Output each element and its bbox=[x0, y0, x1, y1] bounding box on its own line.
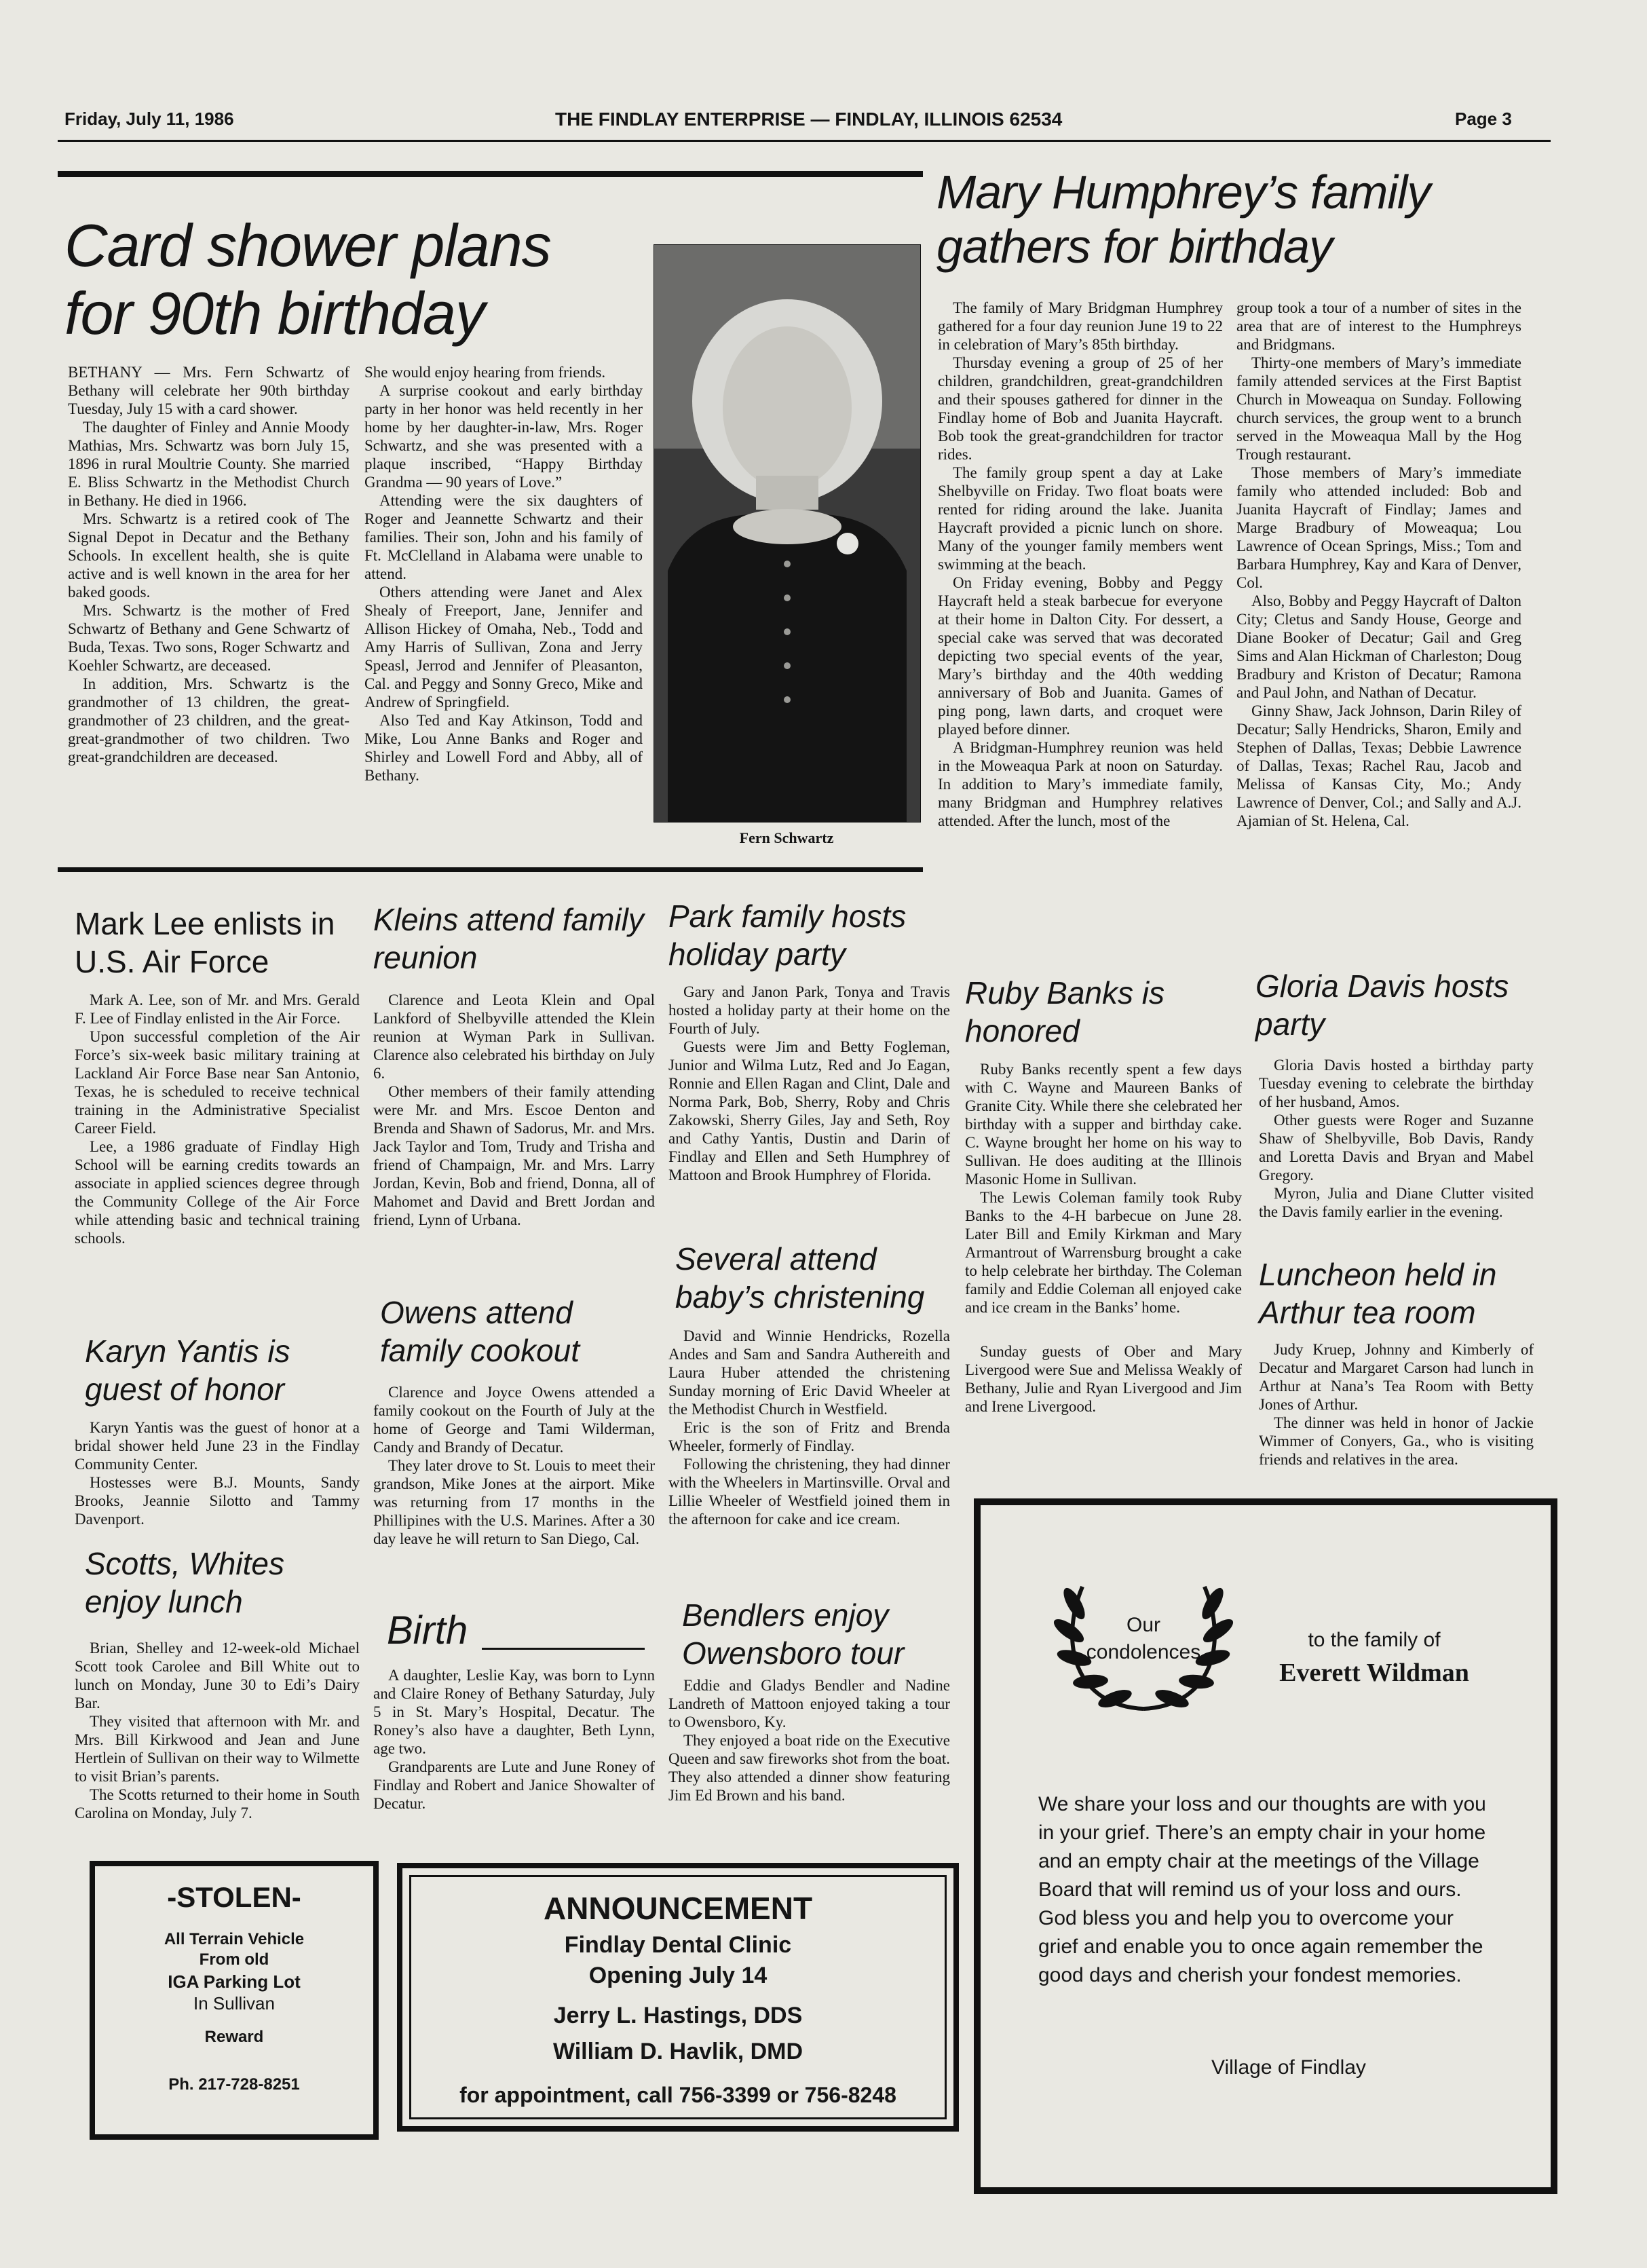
banks-body bbox=[965, 1060, 1242, 1416]
luncheon-p1: Judy Kruep, Johnny and Kimberly of Decatur and Margaret Carson had lunch in Arthur at Nana’s Tea Room with Betty Jones of Arthur. bbox=[1259, 1341, 1534, 1413]
humphrey-p6: group took a tour of a number of sites in the area that are of interest to the Humphreys and Bridgmans. bbox=[1236, 299, 1521, 353]
stolen-ad bbox=[90, 1861, 379, 2140]
humphrey-headline: Mary Humphrey’s family gathers for birthday bbox=[936, 166, 1431, 273]
christening-headline: Several attend baby’s christening bbox=[675, 1241, 925, 1315]
scotts-p1: Brian, Shelley and 12-week-old Michael Scott took Carolee and Bill White out to lunch on Monday, June 30 to Edi’s Dairy Bar. bbox=[75, 1640, 360, 1712]
humphrey-p5: A Bridgman-Humphrey reunion was held in the Moweaqua Park at noon on Saturday. In addition to Mary’s immediate family, many Bridgman and Humphrey relatives attended. After the lunch, most of the bbox=[938, 739, 1223, 829]
humphrey-p8: Those members of Mary’s immediate family who attended included: Bob and Juanita Haycraft of Findlay; James and Marge Bradbury of Moweaqua; Lou Lawrence of Ocean Springs, Miss.; Tom and Barbara Humphrey, Kay and Kara of Denver, Col. bbox=[1236, 464, 1521, 591]
announcement-line2: Opening July 14 bbox=[588, 1963, 768, 1988]
yantis-p1: Karyn Yantis was the guest of honor at a bridal shower held June 23 in the Findlay Community Center. bbox=[75, 1419, 360, 1473]
park-p1: Gary and Janon Park, Tonya and Travis hosted a holiday party at their home on the Fourth of July. bbox=[668, 983, 950, 1037]
birth-headline: Birth bbox=[387, 1608, 468, 1652]
banks-p2: The Lewis Coleman family took Ruby Banks to the 4-H barbecue on June 28. Later Bill and Emily Kirkman and Mary Armantrout of Warrensburg brought a cake to help celebrate her birthday. The Coleman family and Eddie Coleman all enjoyed cake and ice cream in the Banks’ home. bbox=[965, 1189, 1242, 1316]
humphrey-p10: Ginny Shaw, Jack Johnson, Darin Riley of Decatur; Sally Hendricks, Sharon, Emily and Stephen of Dallas, Texas; Debbie Lawrence of Dallas, Texas; Rachel Rau, Jacob and Melissa of Kansas City, Mo.; Andy Lawrence of Denver, Col.; and Sally and A.J. Ajamian of St. Helena, Cal. bbox=[1236, 702, 1521, 829]
stolen-line5: Reward bbox=[204, 2028, 264, 2046]
announcement-line4: William D. Havlik, DMD bbox=[552, 2039, 803, 2064]
kleins-body bbox=[373, 991, 655, 1229]
portrait-illustration bbox=[654, 245, 920, 822]
stolen-line3: IGA Parking Lot bbox=[168, 1971, 301, 1992]
davis-headline: Gloria Davis hosts party bbox=[1255, 968, 1509, 1042]
owens-p2: They later drove to St. Louis to meet their grandson, Mike Jones at the airport. Mike was returning from 17 months in the Phillipines with the U.S. Marines. After a 30 day leave he will return to San Diego, Cal. bbox=[373, 1457, 655, 1547]
bendlers-p1: Eddie and Gladys Bendler and Nadine Landreth of Mattoon enjoyed taking a tour to Owensboro, Ky. bbox=[668, 1677, 950, 1731]
park-p2: Guests were Jim and Betty Fogleman, Junior and Wilma Lutz, Red and Jo Eagan, Ronnie and Ellen Ragan and Clint, Dale and Norma Park, Bob, Sherry, Roby and Chris Zakowski, Sherry Giles, Jay and Seth, Roy and Cathy Yantis, Dustin and Darin of Findlay and Ellen and Seth Humphrey of Mattoon and Brook Humphrey of Florida. bbox=[668, 1038, 950, 1184]
birth-body bbox=[373, 1666, 655, 1813]
wreath-condolences: condolences bbox=[1086, 1641, 1201, 1663]
scotts-body bbox=[75, 1639, 360, 1822]
park-headline: Park family hosts holiday party bbox=[668, 899, 907, 972]
stolen-line1: All Terrain Vehicle bbox=[164, 1930, 305, 1948]
stolen-line2: From old bbox=[199, 1950, 269, 1969]
humphrey-p9: Also, Bobby and Peggy Haycraft of Dalton City; Cletus and Sandy House, George and Diane Booker of Decatur; Gail and Greg Sims and Alan Hickman of Charleston; Doug Bradbury and Kriston of Decatur; Ramona and Paul John, and Nathan of Decatur. bbox=[1236, 592, 1521, 701]
yantis-p2: Hostesses were B.J. Mounts, Sandy Brooks, Jeannie Silotto and Tammy Davenport. bbox=[75, 1474, 360, 1528]
announcement-line5: for appointment, call 756-3399 or 756-8248 bbox=[459, 2083, 896, 2107]
lee-body bbox=[75, 991, 360, 1247]
luncheon-body bbox=[1259, 1340, 1534, 1469]
humphrey-p2: Thursday evening a group of 25 of her children, grandchildren, great-grandchildren and their spouses gathered for dinner in the Findlay home of Bob and Juanita Haycraft. Bob took the great-grandchildren for tractor rides. bbox=[938, 354, 1223, 463]
luncheon-headline: Luncheon held in Arthur tea room bbox=[1259, 1257, 1497, 1330]
bendlers-headline: Bendlers enjoy Owensboro tour bbox=[682, 1598, 905, 1671]
schwartz-p4: Mrs. Schwartz is the mother of Fred Schwartz of Bethany and Gene Schwartz of Buda, Texas. Two sons, Roger Schwartz and Koehler Schwartz, are deceased. bbox=[68, 602, 349, 674]
condolence-message: We share your loss and our thoughts are with you in your grief. There’s an empty chair in your home and an empty chair at the meetings of the Village Board that will remind us of your loss and ours. God bless you and help you to overcome your grief and enable you to once again remember the good days and cherish your fondest memories. bbox=[1038, 1793, 1486, 1986]
condolence-ad bbox=[974, 1498, 1557, 2194]
schwartz-col1 bbox=[68, 363, 349, 766]
humphrey-p3: The family group spent a day at Lake Shelbyville on Friday. Two float boats were rented for riding around the lake. Juanita Haycraft provided a picnic lunch on shore. Many of the younger family members went swimming at the beach. bbox=[938, 464, 1223, 573]
section-rule bbox=[58, 867, 923, 872]
schwartz-headline: Card shower plans for 90th birthday bbox=[64, 212, 551, 347]
stolen-title: -STOLEN- bbox=[167, 1881, 301, 1913]
schwartz-p2: The daughter of Finley and Annie Moody Mathias, Mrs. Schwartz was born July 15, 1896 in rural Moultrie County. She married E. Bliss Schwartz in the Methodist Church in Bethany. He died in 1966. bbox=[68, 419, 349, 509]
condolence-signature: Village of Findlay bbox=[1211, 2056, 1366, 2079]
kleins-headline: Kleins attend family reunion bbox=[373, 902, 644, 975]
lee-p3: Lee, a 1986 graduate of Findlay High School will be earning credits towards an associate in applied sciences degree through the Community College of the Air Force while attending basic and technical training schools. bbox=[75, 1138, 360, 1247]
scotts-p3: The Scotts returned to their home in South Carolina on Monday, July 7. bbox=[75, 1786, 360, 1821]
owens-headline: Owens attend family cookout bbox=[380, 1295, 580, 1368]
announcement-line1: Findlay Dental Clinic bbox=[564, 1932, 792, 1958]
scotts-p2: They visited that afternoon with Mr. and Mrs. Bill Kirkwood and Jean and June Hertlein of Sullivan on their way to Wilmette to visit Brian’s parents. bbox=[75, 1713, 360, 1785]
birth-rule bbox=[482, 1648, 645, 1650]
davis-p1: Gloria Davis hosted a birthday party Tuesday evening to celebrate the birthday of her husband, Amos. bbox=[1259, 1057, 1534, 1110]
banks-headline: Ruby Banks is honored bbox=[965, 975, 1165, 1048]
lee-p1: Mark A. Lee, son of Mr. and Mrs. Gerald F. Lee of Findlay enlisted in the Air Force. bbox=[75, 991, 360, 1027]
announcement-ad bbox=[397, 1863, 959, 2132]
page-number: Page 3 bbox=[1455, 109, 1512, 129]
bendlers-p2: They enjoyed a boat ride on the Executive Queen and saw fireworks shot from the boat. They also attended a dinner show featuring Jim Ed Brown and his band. bbox=[668, 1732, 950, 1804]
owens-p1: Clarence and Joyce Owens attended a family cookout on the Fourth of July at the home of George and Tami Wilderman, Candy and Brandy of Decatur. bbox=[373, 1384, 655, 1456]
announcement-title: ANNOUNCEMENT bbox=[543, 1891, 813, 1926]
christening-p3: Following the christening, they had dinner with the Wheelers in Martinsville. Orval and Lillie Wheeler of Westfield joined them in the afternoon for cake and ice cream. bbox=[668, 1456, 950, 1528]
stolen-phone: Ph. 217-728-8251 bbox=[168, 2075, 300, 2094]
schwartz-p3: Mrs. Schwartz is a retired cook of The Signal Depot in Decatur and the Bethany Schools. In excellent health, she is quite active and is well known in the area for her baked goods. bbox=[68, 510, 349, 601]
schwartz-p9: Others attending were Janet and Alex Shealy of Freeport, Jane, Jennifer and Allison Hickey of Omaha, Neb., Todd and Amy Harris of Sullivan, Zona and Jerry Speasl, Jerrod and Jennifer of Pleasanton, Cal. and Peggy and Sonny Greco, Mike and Andrew of Springfield. bbox=[364, 584, 643, 711]
issue-date: Friday, July 11, 1986 bbox=[64, 109, 234, 129]
header-rule bbox=[58, 140, 1551, 142]
kleins-p2: Other members of their family attending were Mr. and Mrs. Escoe Denton and Brenda and Shawn of Sadorus, Mr. and Mrs. Jack Taylor and Tom, Trudy and Trisha and friend of Champaign, Mr. and Mrs. Larry Jordan, Kevin, Bob and friend, Donna, all of Mahomet and David and Brett Jordan and friend, Lynn of Urbana. bbox=[373, 1083, 655, 1228]
humphrey-col2 bbox=[1236, 299, 1521, 830]
bendlers-body bbox=[668, 1676, 950, 1804]
humphrey-col1 bbox=[938, 299, 1223, 830]
humphrey-p7: Thirty-one members of Mary’s immediate family attended services at the First Baptist Church in Moweaqua on Sunday. Following church services, the group went to a brunch served in the Moweaqua Mall by the Hog Trough restaurant. bbox=[1236, 354, 1521, 463]
humphrey-p4: On Friday evening, Bobby and Peggy Haycraft held a steak barbecue for everyone at their home in Dalton City. For dessert, a special cake was served that was decorated depicting two special events of the year, Mary’s birthday and the 40th wedding anniversary of Bob and Juanita. Games of ping pong, lawn darts, and croquet were played before dinner. bbox=[938, 574, 1223, 738]
davis-p3: Myron, Julia and Diane Clutter visited the Davis family earlier in the evening. bbox=[1259, 1185, 1534, 1220]
fern-schwartz-photo bbox=[654, 244, 921, 823]
luncheon-p2: The dinner was held in honor of Jackie Wimmer of Conyers, Ga., who is visiting friends and relatives in the area. bbox=[1259, 1414, 1534, 1468]
schwartz-p1: BETHANY — Mrs. Fern Schwartz of Bethany will celebrate her 90th birthday Tuesday, July 15 with a card shower. bbox=[68, 364, 349, 417]
lee-p2: Upon successful completion of the Air Force’s six-week basic military training at Lackland Air Force Base near San Antonio, Texas, he is scheduled to receive technical training in the Administrative Specialist Career Field. bbox=[75, 1028, 360, 1137]
stolen-line4: In Sullivan bbox=[193, 1993, 275, 2014]
christening-p2: Eric is the son of Fritz and Brenda Wheeler, formerly of Findlay. bbox=[668, 1419, 950, 1454]
davis-p2: Other guests were Roger and Suzanne Shaw of Shelbyville, Bob Davis, Randy and Loretta Davis and Bryan and Mabel Gregory. bbox=[1259, 1112, 1534, 1184]
park-body bbox=[668, 983, 950, 1184]
christening-body bbox=[668, 1327, 950, 1528]
condolence-name: Everett Wildman bbox=[1279, 1659, 1469, 1687]
birth-p1: A daughter, Leslie Kay, was born to Lynn and Claire Roney of Bethany Saturday, July 5 in St. Mary’s Hospital, Decatur. The Roney’s also have a daughter, Beth Lynn, age two. bbox=[373, 1667, 655, 1757]
scotts-headline: Scotts, Whites enjoy lunch bbox=[85, 1546, 284, 1619]
schwartz-p7: A surprise cookout and early birthday party in her honor was held recently in her home by her daughter-in-law, Mrs. Roger Schwartz, and she was presented with a plaque inscribed, “Happy Birthday Grandma — 90 years of Love.” bbox=[364, 382, 643, 491]
banks-p1: Ruby Banks recently spent a few days with C. Wayne and Maureen Banks of Granite City. While there she celebrated her birthday with a supper and birthday cake. C. Wayne brought her home on his way to Sullivan. He does auditing at the Illinois Masonic Home in Sullivan. bbox=[965, 1061, 1242, 1188]
davis-body bbox=[1259, 1056, 1534, 1221]
schwartz-col2 bbox=[364, 363, 643, 785]
announcement-line3: Jerry L. Hastings, DDS bbox=[553, 2003, 803, 2028]
humphrey-p1: The family of Mary Bridgman Humphrey gathered for a four day reunion June 19 to 22 in celebration of Mary’s 85th birthday. bbox=[938, 299, 1223, 353]
condolence-to: to the family of bbox=[1308, 1629, 1441, 1651]
banks-p3: Sunday guests of Ober and Mary Livergood were Sue and Melissa Weakly of Bethany, Julie and Ryan Livergood and Jim and Irene Livergood. bbox=[965, 1343, 1242, 1415]
top-rule bbox=[58, 171, 923, 177]
yantis-body bbox=[75, 1418, 360, 1528]
wreath-our: Our bbox=[1126, 1614, 1160, 1636]
schwartz-p6: She would enjoy hearing from friends. bbox=[364, 364, 606, 381]
schwartz-p5: In addition, Mrs. Schwartz is the grandmother of 13 children, the great-grandmother of 23 children, and the great-great-grandmother of two children. Two great-grandchildren are deceased. bbox=[68, 675, 349, 766]
masthead: THE FINDLAY ENTERPRISE — FINDLAY, ILLINOIS 62534 bbox=[555, 109, 1063, 130]
photo-caption: Fern Schwartz bbox=[739, 829, 834, 846]
christening-p1: David and Winnie Hendricks, Rozella Andes and Sam and Sandra Authereith and Laura Huber attended the christening Sunday morning of Eric David Wheeler at the Methodist Church in Westfield. bbox=[668, 1327, 950, 1418]
lee-headline: Mark Lee enlists in U.S. Air Force bbox=[75, 906, 335, 979]
schwartz-p10: Also Ted and Kay Atkinson, Todd and Mike, Lou Anne Banks and Roger and Shirley and Lowell Ford and Abby, all of Bethany. bbox=[364, 712, 643, 784]
yantis-headline: Karyn Yantis is guest of honor bbox=[85, 1334, 290, 1407]
birth-p2: Grandparents are Lute and June Roney of Findlay and Robert and Janice Showalter of Decatur. bbox=[373, 1758, 655, 1812]
schwartz-p8: Attending were the six daughters of Roger and Jeannette Schwartz and their families. Their son, John and his family of Ft. McClelland in Alabama were unable to attend. bbox=[364, 492, 643, 582]
owens-body bbox=[373, 1383, 655, 1548]
kleins-p1: Clarence and Leota Klein and Opal Lankford of Shelbyville attended the Klein reunion at Wyman Park in Sullivan. Clarence also celebrated his birthday on July 6. bbox=[373, 991, 655, 1082]
